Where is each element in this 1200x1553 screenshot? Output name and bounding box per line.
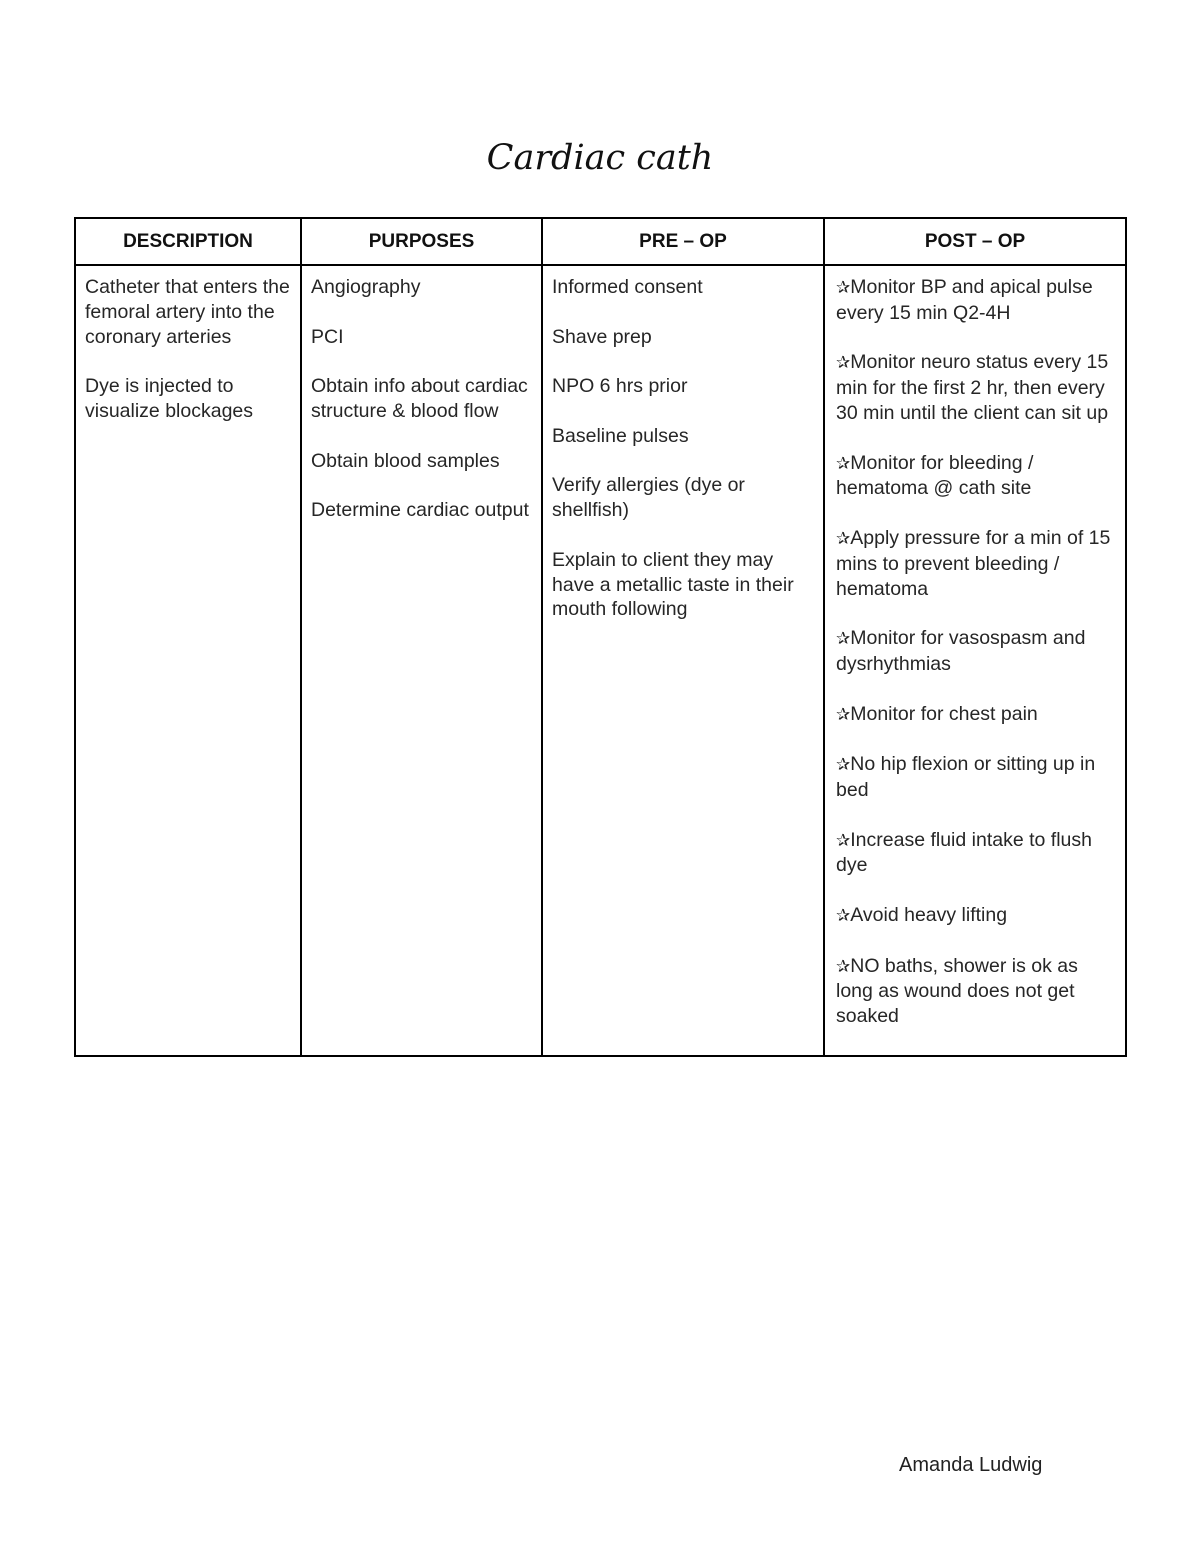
post-op-item <box>836 275 1117 326</box>
post-op-item-text: Monitor for bleeding / hematoma @ cath site <box>836 451 1034 500</box>
post-op-item <box>836 626 1117 677</box>
post-op-item <box>836 828 1117 879</box>
purpose-item: Obtain info about cardiac structure & blood flow <box>311 375 528 422</box>
purposes-cell <box>302 266 543 1055</box>
description-item: Dye is injected to visualize blockages <box>85 375 254 422</box>
page-title: Cardiac cath <box>486 138 714 178</box>
star-outline-icon: ✰ <box>836 528 851 549</box>
post-op-item-text: Monitor for chest pain <box>850 702 1038 725</box>
star-outline-icon: ✰ <box>836 629 851 650</box>
post-op-item-text: Apply pressure for a min of 15 mins to prevent bleeding / hematoma <box>836 526 1111 600</box>
star-outline-icon: ✰ <box>836 278 851 298</box>
pre-op-item: Verify allergies (dye or shellfish) <box>552 474 745 522</box>
author-name: Amanda Ludwig <box>899 1454 1043 1476</box>
purpose-item: Determine cardiac output <box>311 499 529 522</box>
pre-op-item: Informed consent <box>552 276 703 298</box>
header-description: DESCRIPTION <box>76 219 302 266</box>
post-op-item-text: Monitor for vasospasm and dysrhythmias <box>836 627 1086 675</box>
post-op-cell <box>825 266 1125 1055</box>
pre-op-item: Shave prep <box>552 325 652 348</box>
description-item: Catheter that enters the femoral artery into the coronary arteries <box>85 276 290 348</box>
purpose-item: PCI <box>311 325 344 348</box>
star-outline-icon: ✰ <box>836 830 851 851</box>
header-post-op: POST – OP <box>825 219 1125 266</box>
header-purposes: PURPOSES <box>302 219 543 266</box>
star-outline-icon: ✰ <box>836 704 851 725</box>
description-cell <box>76 266 302 1055</box>
post-op-item <box>836 903 1117 929</box>
cardiac-cath-table <box>74 217 1127 1057</box>
post-op-item <box>836 702 1117 728</box>
post-op-item <box>836 451 1117 502</box>
star-outline-icon: ✰ <box>836 905 851 926</box>
pre-op-item: Explain to client they may have a metallic taste in their mouth following <box>552 548 794 621</box>
star-outline-icon: ✰ <box>836 353 851 374</box>
star-outline-icon: ✰ <box>836 956 851 977</box>
post-op-item-text: Monitor neuro status every 15 min for the first 2 hr, then every 30 min until the client can sit up <box>836 351 1109 424</box>
purpose-item: Obtain blood samples <box>311 449 500 472</box>
star-outline-icon: ✰ <box>836 755 851 776</box>
post-op-item-text: NO baths, shower is ok as long as wound does not get soaked <box>836 954 1078 1028</box>
post-op-item-text: Monitor BP and apical pulse every 15 min Q2-4H <box>836 276 1093 324</box>
star-outline-icon: ✰ <box>836 453 851 474</box>
post-op-item <box>836 954 1117 1029</box>
header-pre-op: PRE – OP <box>543 219 825 266</box>
pre-op-item: Baseline pulses <box>552 424 689 447</box>
post-op-item-text: Avoid heavy lifting <box>850 903 1008 926</box>
post-op-item <box>836 350 1117 425</box>
post-op-item-text: Increase fluid intake to flush dye <box>836 828 1092 877</box>
purpose-item: Angiography <box>311 276 421 298</box>
pre-op-item: NPO 6 hrs prior <box>552 375 688 398</box>
post-op-item <box>836 526 1117 601</box>
post-op-item-text: No hip flexion or sitting up in bed <box>836 753 1096 801</box>
pre-op-cell <box>543 266 825 1055</box>
post-op-item <box>836 752 1117 803</box>
